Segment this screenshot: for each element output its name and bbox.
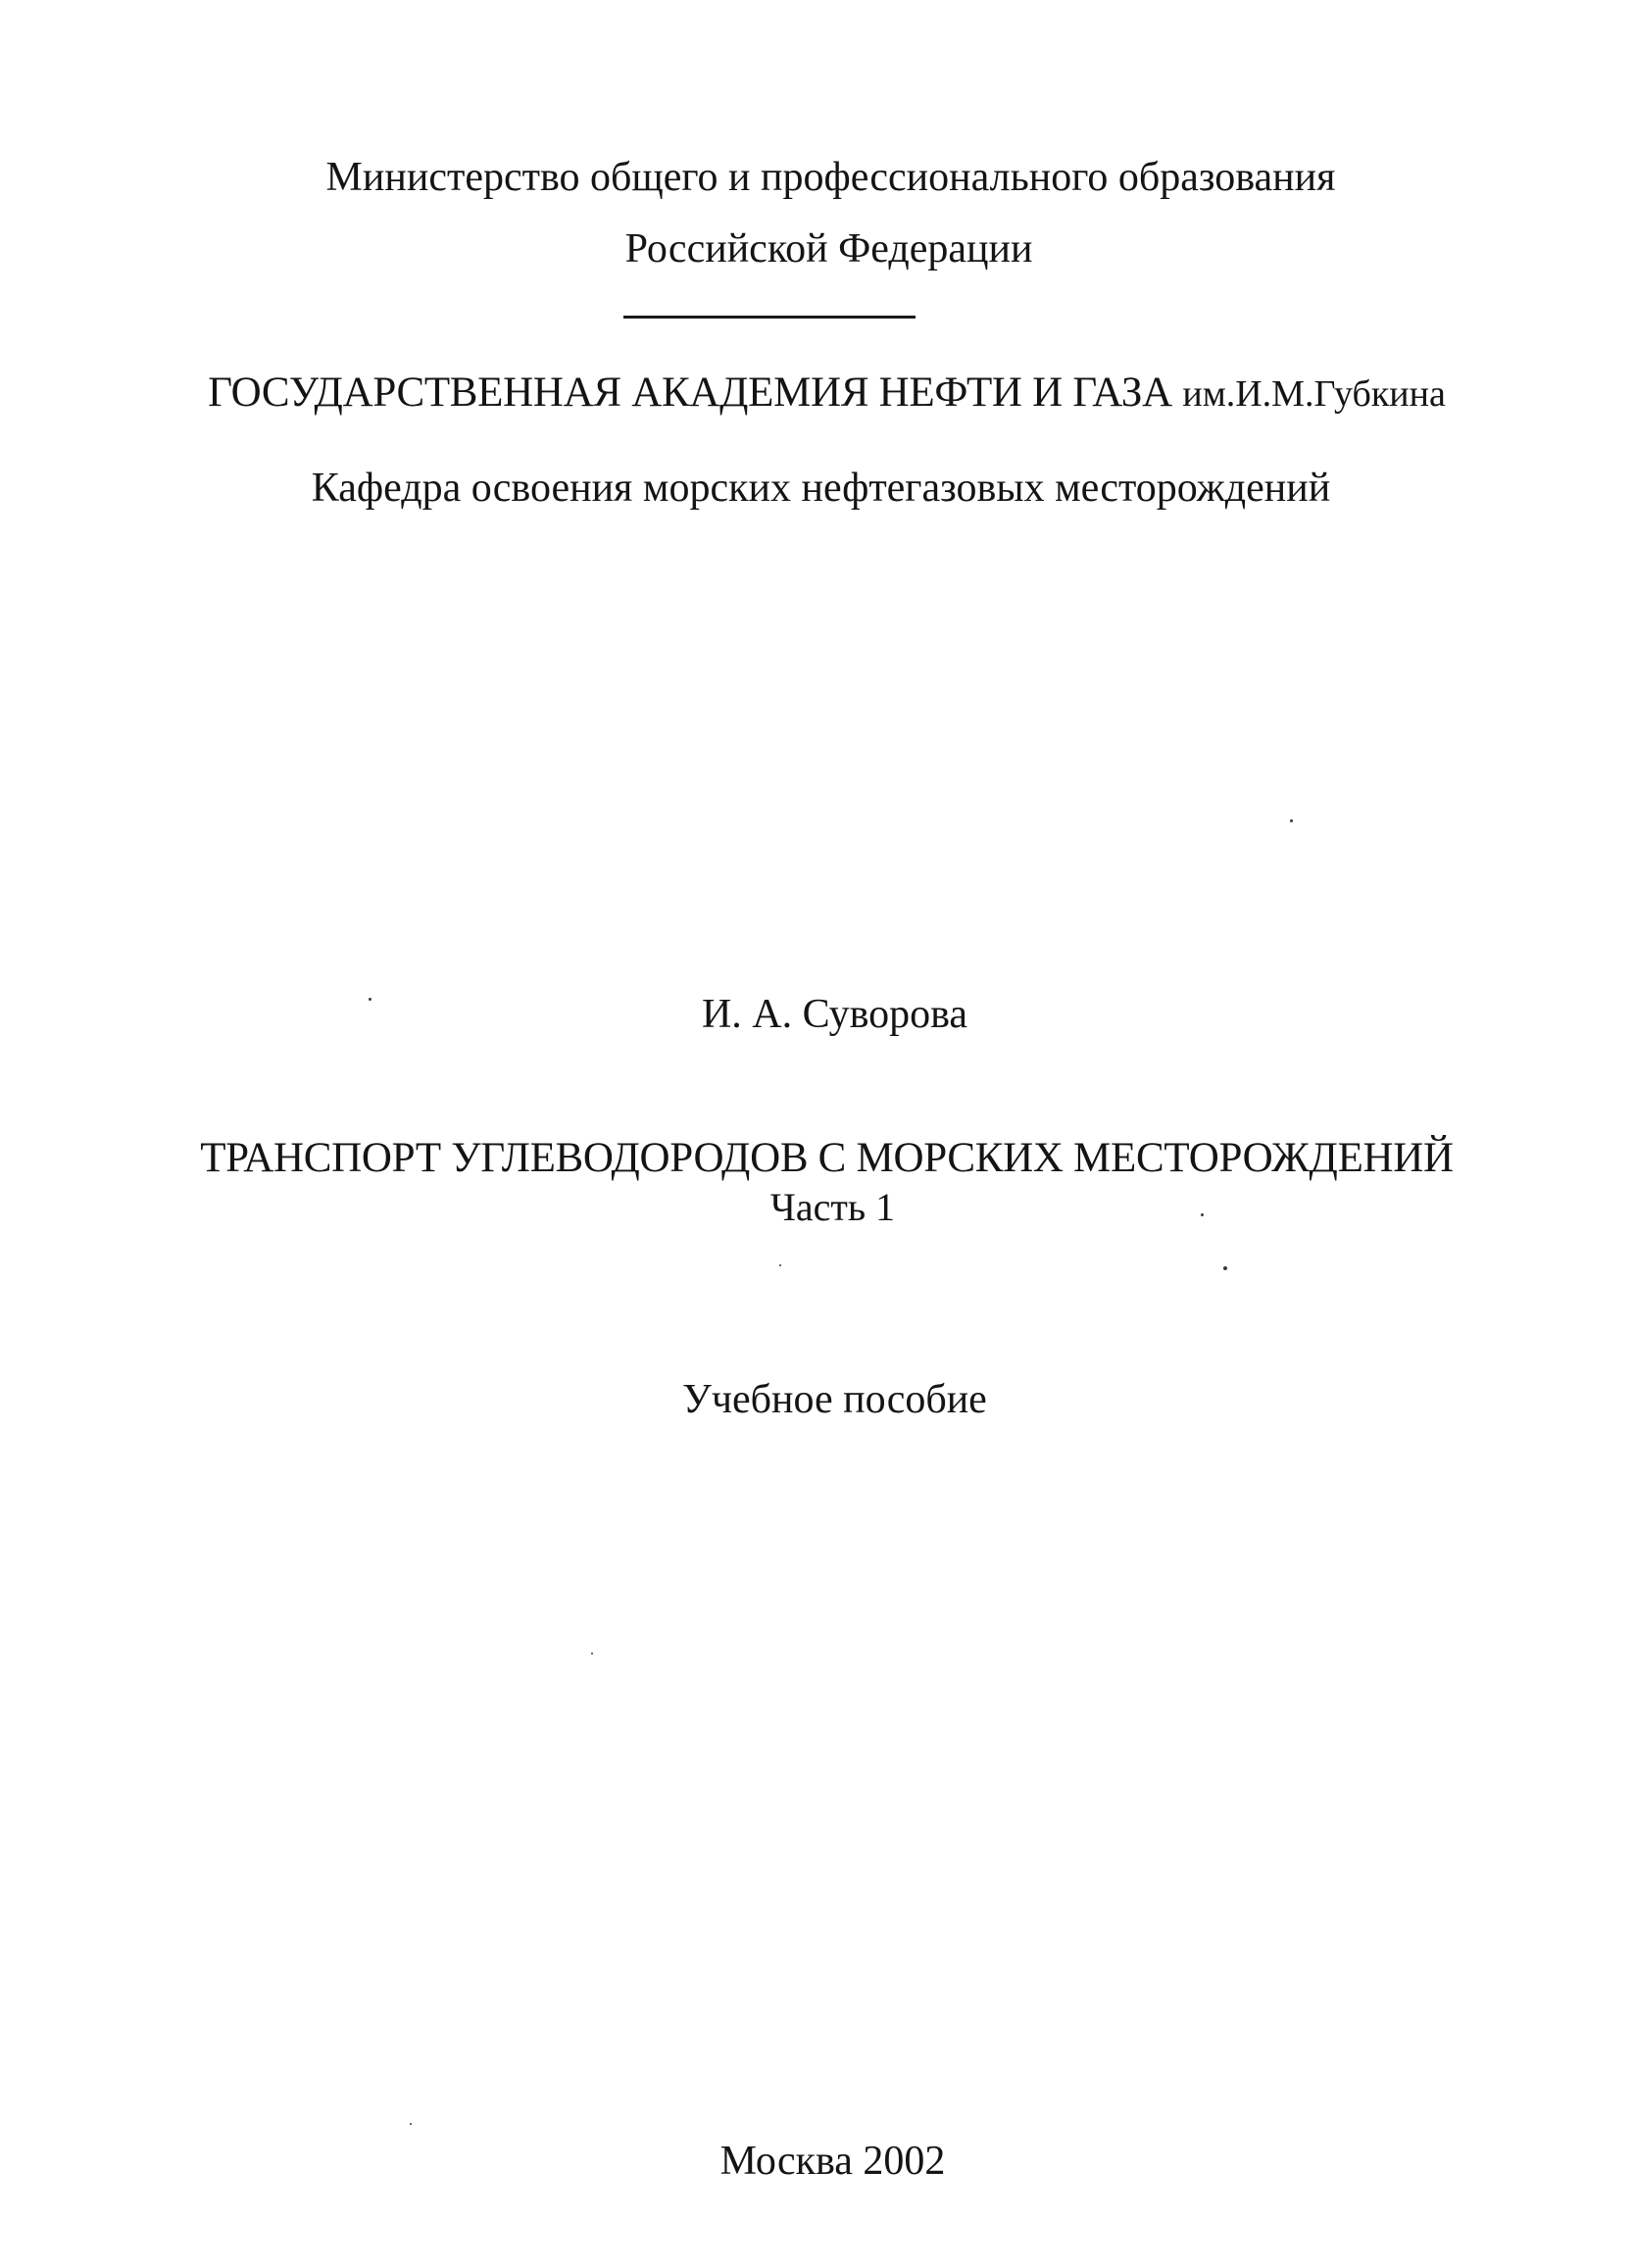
city-year: Москва 2002 [719, 2139, 946, 2184]
document-title: ТРАНСПОРТ УГЛЕВОДОРОДОВ С МОРСКИХ МЕСТОРОЖДЕНИЙ [200, 1135, 1454, 1181]
document-part: Часть 1 [769, 1185, 896, 1229]
academy-suffix: им.И.М.Губкина [1182, 373, 1446, 415]
scan-speck [1290, 819, 1293, 822]
scan-speck [410, 2123, 412, 2125]
department-name: Кафедра освоения морских нефтегазовых месторождений [311, 466, 1331, 511]
academy-name [10, 371, 1634, 414]
ministry-line-2: Российской Федерации [624, 226, 1033, 271]
scan-speck [1201, 1213, 1204, 1216]
academy-main: ГОСУДАРСТВЕННАЯ АКАДЕМИЯ НЕФТИ И ГАЗА [208, 370, 1172, 416]
scan-speck [779, 1264, 781, 1266]
document-type: Учебное пособие [682, 1377, 987, 1422]
scan-speck [591, 1652, 593, 1654]
scan-speck [369, 998, 371, 1001]
scan-speck [1223, 1266, 1227, 1270]
header-divider [623, 316, 916, 319]
ministry-line-1: Министерство общего и профессионального образования [325, 155, 1336, 200]
author-name: И. А. Суворова [701, 992, 968, 1037]
